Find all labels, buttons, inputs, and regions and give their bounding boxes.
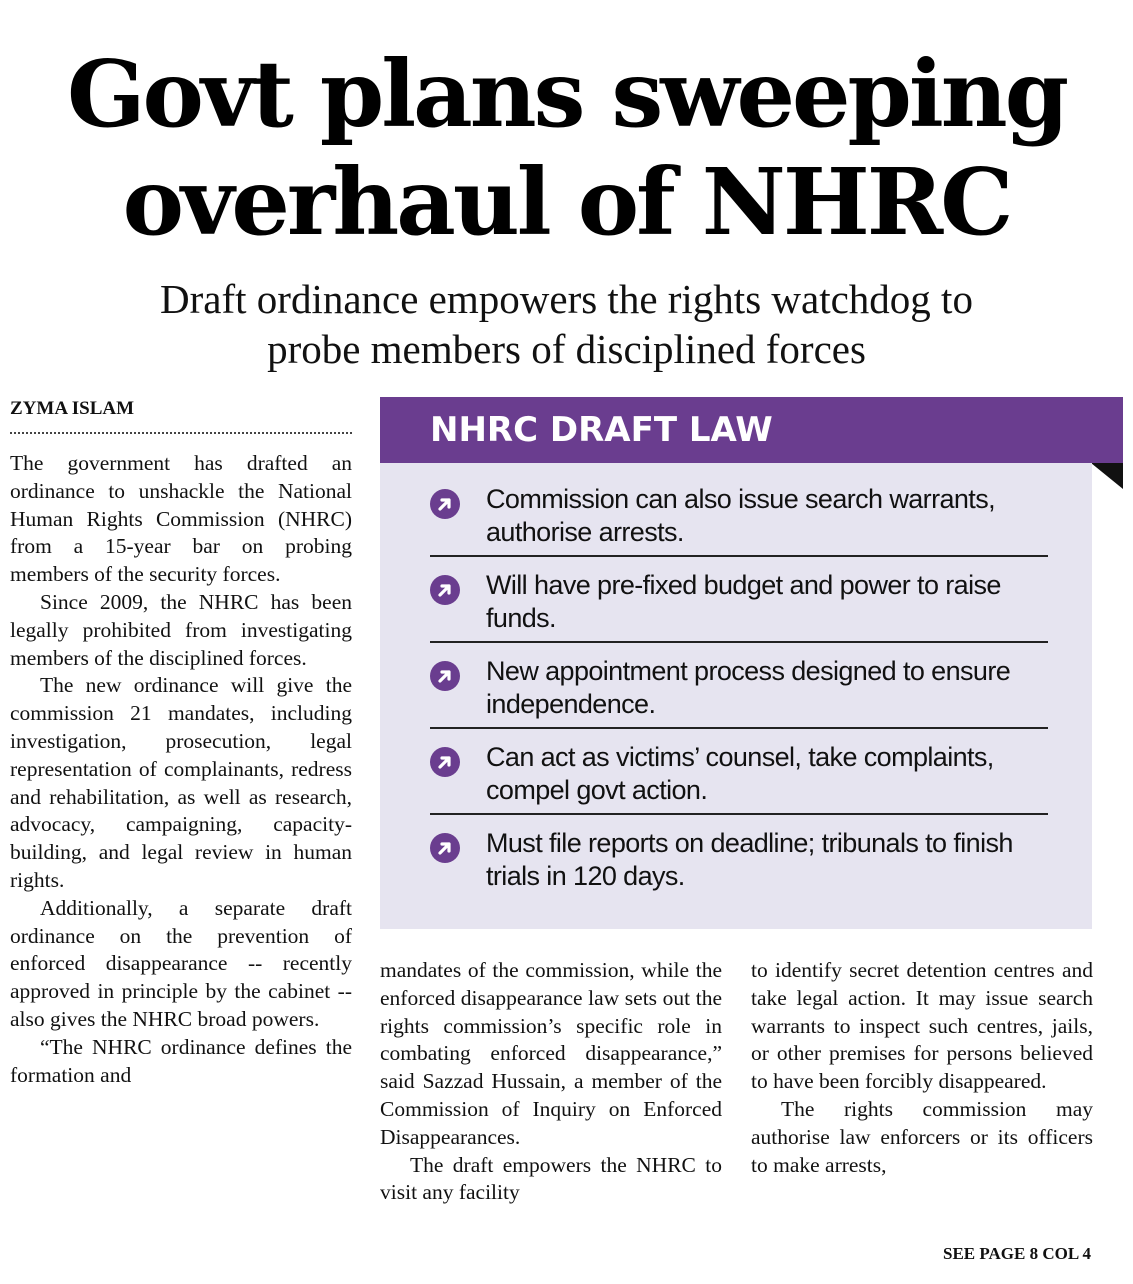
paragraph: Since 2009, the NHRC has been legally prohibited from investigating members of the disciplined forces.: [10, 589, 352, 670]
info-box-item: [430, 741, 1048, 815]
info-box-item: [430, 655, 1048, 729]
body-column-1: [10, 450, 352, 1260]
headline-line-2: overhaul of NHRC: [122, 148, 1011, 256]
paragraph: The draft empowers the NHRC to visit any facility: [380, 1152, 722, 1205]
info-box-item-text: Commission can also issue search warrants, authorise arrests.: [486, 484, 995, 547]
body-column-3: [751, 957, 1093, 1235]
info-box-item-text: Must file reports on deadline; tribunals to finish trials in 120 days.: [486, 828, 1013, 891]
paragraph: “The NHRC ordinance defines the formation and: [10, 1034, 352, 1087]
continuation-jump: SEE PAGE 8 COL 4: [943, 1244, 1091, 1263]
headline-line-1: Govt plans sweeping: [66, 40, 1067, 148]
info-box-fold-corner: [1091, 463, 1123, 489]
info-box-body: [380, 463, 1092, 929]
subheadline: [0, 274, 1133, 374]
paragraph: The rights commission may authorise law enforcers or its officers to make arrests,: [751, 1096, 1093, 1177]
body-column-2: [380, 957, 722, 1262]
arrow-icon: [430, 489, 460, 519]
arrow-icon: [430, 661, 460, 691]
headline: [0, 40, 1133, 256]
info-box-item: [430, 569, 1048, 643]
info-box-item-text: Can act as victims’ counsel, take complaints, compel govt action.: [486, 742, 994, 805]
subheadline-line-1: Draft ordinance empowers the rights watchdog to: [160, 276, 973, 322]
arrow-icon: [430, 833, 460, 863]
arrow-icon: [430, 747, 460, 777]
info-box-title: NHRC DRAFT LAW: [380, 397, 1123, 463]
paragraph: Additionally, a separate draft ordinance on the prevention of enforced disappearance -- recently approved in principle by the cabinet -- also gives the NHRC broad powers.: [10, 895, 352, 1031]
paragraph: The government has drafted an ordinance to unshackle the National Human Rights Commission (NHRC) from a 15-year bar on probing members of the security forces.: [10, 451, 352, 587]
info-box-item-text: Will have pre-fixed budget and power to raise funds.: [486, 570, 1001, 633]
info-box: [380, 397, 1123, 929]
info-box-item: [430, 827, 1048, 901]
paragraph: to identify secret detention centres and take legal action. It may issue search warrants to inspect such centres, jails, or other premises for persons believed to have been forcibly disappeared.: [751, 958, 1093, 1094]
subheadline-line-2: probe members of disciplined forces: [267, 326, 866, 372]
arrow-icon: [430, 575, 460, 605]
info-box-item-text: New appointment process designed to ensure independence.: [486, 656, 1011, 719]
paragraph: mandates of the commission, while the enforced disappearance law sets out the rights commission’s specific role in combating enforced disappearance,” said Sazzad Hussain, a member of the Commission of Inquiry on Enforced Disappearances.: [380, 958, 722, 1149]
byline: ZYMA ISLAM: [10, 398, 352, 434]
info-box-item: [430, 483, 1048, 557]
paragraph: The new ordinance will give the commission 21 mandates, including investigation, prosecution, legal representation of complainants, redress and rehabilitation, as well as research, advocacy, campaigning, capacity-building, and legal review in human rights.: [10, 673, 352, 892]
